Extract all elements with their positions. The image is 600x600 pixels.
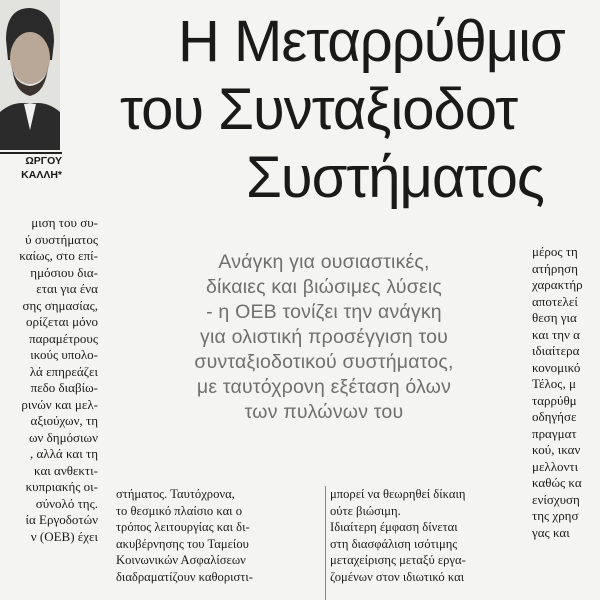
bottom-text-column-1 [116,486,316,585]
text-line: στη διασφάλιση ισότιμης [330,536,458,551]
text-line: κονομικό [532,359,581,375]
text-line: γας και [532,524,570,540]
text-line: και την α [532,326,580,342]
text-line: και ανθεκτι- [34,462,98,478]
lead-line: με ταυτόχρονη εξέταση όλων [196,376,452,398]
text-line: μιση του συ- [31,215,98,230]
author-byline [0,152,62,182]
author-photo [0,0,60,150]
text-line: πραγματ [532,425,577,441]
text-line: ζομένων στον ιδιωτικό και [330,569,465,584]
column-divider [325,486,326,600]
text-line: ία Εργοδοτών [25,512,98,527]
text-line: Κοινωνικών Ασφαλίσεων [116,553,246,567]
bottom-text-column-2 [330,486,522,585]
text-line: ιδιαίτερα [532,343,580,358]
text-line: χαρακτήρ [532,277,583,292]
text-line: καίως, στο επί- [19,248,98,263]
headline-line-1: Η Μεταρρύθμισ [178,9,565,74]
text-line: της χρησ [532,508,579,523]
text-line: αποτελεί [532,293,578,309]
text-line: καθώς κα [532,475,582,490]
text-line: μέρος τη [532,244,578,259]
text-line: κυπριακής οι- [25,479,98,494]
text-line: τρόπος λειτουργίας και δι- [116,520,250,534]
lead-line: - η ΟΕΒ τονίζει την ανάγκη [206,301,442,323]
text-line: θεση για [532,310,577,325]
author-line-2: ΚΑΛΛΗ* [21,169,62,181]
text-line: ενίσχυση [532,491,580,507]
lead-line: συνταξιοδοτικού συστήματος, [194,351,454,373]
text-line: ημόσιου δια- [30,264,98,280]
text-line: ρινών και μελ- [21,396,98,412]
text-line: λά επηρεάζει [29,363,98,379]
text-line: ατήρηση [532,260,578,276]
headline-line-3: Συστήματος [246,145,544,210]
text-line: μπορεί να θεωρηθεί δίκαιη [330,487,466,501]
text-line: σης σημασίας, [22,297,98,313]
text-line: Τέλος, μ [532,376,576,391]
text-line: κού, ικαν [532,442,581,457]
text-line: ων δημόσιων [28,429,98,445]
text-line: διαδραματίζουν καθοριστι- [116,569,253,584]
text-line: ακυβέρνησης του Ταμείου [116,536,249,551]
text-line: σύνολό της. [35,495,98,511]
text-line: ταρρύθμ [532,392,577,408]
author-line-1: ΩΡΓΟΥ [25,155,62,167]
text-line: στήματος. Ταυτόχρονα, [116,487,235,501]
right-text-column [532,244,600,541]
text-line: ορίζεται μόνο [26,314,98,329]
text-line: ν (ΟΕΒ) έχει [30,528,98,544]
headline-line-2: του Συνταξιοδοτ [120,77,518,142]
text-line: εται για ένα [36,281,98,296]
text-line: ούτε βιώσιμη. [330,503,401,518]
text-line: μελλοντι [532,458,579,474]
text-line: , αλλά και τη [30,446,98,461]
text-line: το θεσμικό πλαίσιο και ο [116,503,243,518]
text-line: ύ συστήματος [25,231,98,247]
text-line: ικούς υπολο- [30,347,98,362]
text-line: παραμέτρους [29,330,98,346]
headline [120,8,600,212]
text-line: Ιδιαίτερη έμφαση δίνεται [330,520,458,534]
lead-line: δίκαιες και βιώσιμες λύσεις [205,276,443,298]
lead-line: για ολιστική προσέγγιση του [200,326,448,348]
text-line: μεταχείρισης μεταξύ εργα- [330,553,466,567]
left-text-column [0,215,98,545]
author-portrait-image [0,0,60,150]
lead-line: Ανάγκη για ουσιαστικές, [218,251,430,273]
lead-line: των πυλώνων του [244,401,404,423]
lead-subheading [118,250,530,425]
text-line: πεδο διαβίω- [30,380,98,395]
text-line: αξιούχων, τη [30,413,98,428]
text-line: οδηγήσε [532,409,577,424]
